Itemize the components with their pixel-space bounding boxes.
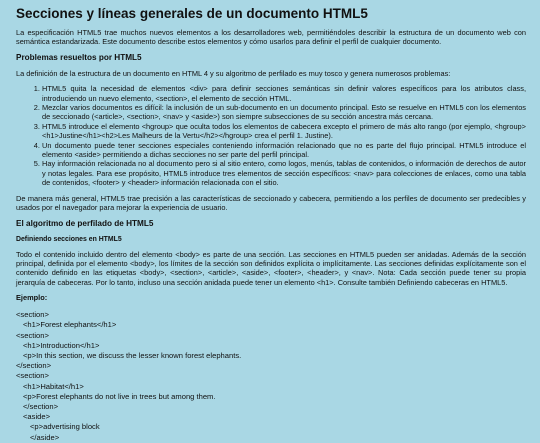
sections-subheading: Definiendo secciones en HTML5	[16, 235, 122, 243]
code-line: <aside>	[23, 412, 51, 422]
example-label: Ejemplo:	[16, 293, 48, 303]
code-line: <h1>Introduction</h1>	[23, 340, 100, 350]
code-line: <p>Forest elephants do not live in trees but among them.	[23, 391, 216, 401]
code-example	[16, 310, 526, 443]
sections-paragraph: Todo el contenido incluido dentro del elemento <body> es parte de una sección. Las secciones en HTML5 pueden ser anidadas. Además de la sección principal, definida por el elemento <body>, los límites de la sección son definidos explícita o implícitamente. Las secciones definidas explícitamente son el contenido definido en las etiquetas <body>, <section>, <article>, <aside>, <footer>, <header>, y <nav>. Nota: Cada sección puede tener su propia jerarquía de cabeceras. Por lo tanto, incluso una sección anidada puede tener un elemento <h1>. Consulte también Definiendo cabeceras en HTML5.	[16, 249, 526, 287]
code-line: <p>advertising block	[30, 422, 100, 432]
list-item: 2. Mezclar varios documentos es difícil: la inclusión de un sub-documento en un documento principal. Esto se resuelve en HTML5 con los elementos de seccionado (<article>, <section>, <nav> y <aside>) son siempre subsecciones de su sección ancestra más cercana.	[42, 103, 526, 122]
code-line: <section>	[16, 310, 49, 320]
problems-heading: Problemas resueltos por HTML5	[16, 52, 142, 62]
code-line: <h1>Forest elephants</h1>	[23, 320, 117, 330]
intro-paragraph: La especificación HTML5 trae muchos nuevos elementos a los desarrolladores web, permitiéndoles describir la estructura de un documento web con semántica estandarizada. Este documento describe estos elementos y cómo usarlos para definir el perfil de cualquier documento.	[16, 28, 526, 47]
problems-list	[16, 84, 526, 187]
list-item: 5. Hay información relacionada no al documento pero si al sitio entero, como logos, menús, tablas de contenidos, o información de derechos de autor y notas legales. Para ese propósito, HTML5 introduce tres elementos de sección específicos: <nav> para colecciones de enlaces, como una tabla de contenidos, <footer> y <header> información relacionada con el sitio.	[42, 159, 526, 187]
code-line: </section>	[16, 361, 52, 371]
code-line: <section>	[16, 371, 49, 381]
code-line: <section>	[16, 330, 49, 340]
code-line: <h1>Habitat</h1>	[23, 381, 84, 391]
list-item: 1. HTML5 quita la necesidad de elementos <div> para definir secciones semánticas sin definir valores específicos para los atributos class, introduciendo un nuevo elemento, <section>, el elemento de sección HTML.	[42, 84, 526, 103]
code-line: <p>In this section, we discuss the lesser known forest elephants.	[23, 350, 242, 360]
code-line: </aside>	[30, 432, 60, 442]
code-line: </section>	[23, 401, 59, 411]
summary-paragraph: De manera más general, HTML5 trae precisión a las características de seccionado y cabecera, permitiendo a los perfiles de documento ser predecibles y usados por el navegador para mejorar la experiencia de usuario.	[16, 193, 526, 213]
page-title: Secciones y líneas generales de un documento HTML5	[16, 6, 368, 21]
problems-lead: La definición de la estructura de un documento en HTML 4 y su algoritmo de perfilado es muy tosco y genera numerosos problemas:	[16, 68, 451, 78]
algorithm-heading: El algoritmo de perfilado de HTML5	[16, 218, 154, 228]
list-item: 3. HTML5 introduce el elemento <hgroup> que oculta todos los elementos de cabecera excepto el primero de más alto rango (por ejemplo, <hgroup><h1>Justine</h1><h2>Les Malheurs de la Vertu</h2></hgroup> crea el perfil 1. Justine).	[42, 122, 526, 141]
list-item: 4. Un documento puede tener secciones especiales conteniendo información relacionado que no es parte del flujo principal. HTML5 introduce el elemento <aside> permitiendo a dichas secciones no ser parte del perfil principal.	[42, 141, 526, 160]
